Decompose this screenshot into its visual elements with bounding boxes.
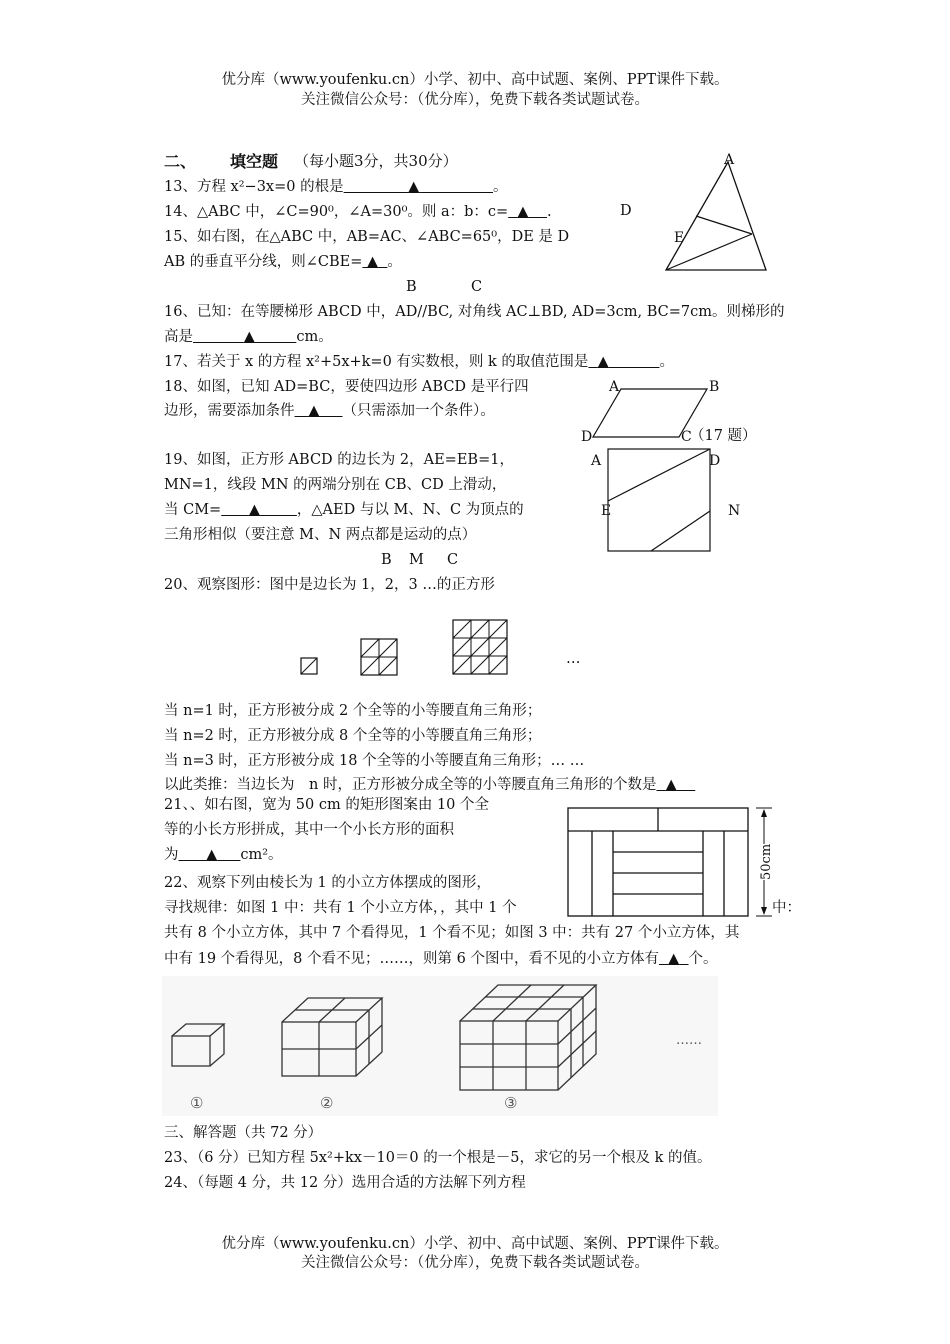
- q19-text: 当 CM=: [164, 502, 222, 518]
- q22-line2a: 寻找规律：如图 1 中：共有 1 个小立方体，，其中 1 个: [164, 900, 517, 916]
- label-sq-d: D: [709, 453, 721, 469]
- q21-blank-mark: ▲: [206, 847, 218, 863]
- segment-ed: [608, 449, 710, 501]
- cubes-figure: [162, 976, 718, 1116]
- q20-n3: 当 n=3 时，正方形被分成 18 个全等的小等腰直角三角形；… …: [164, 753, 585, 769]
- q21-text: 为: [164, 847, 179, 863]
- q17: [164, 355, 674, 370]
- q15-text: AB 的垂直平分线，则∠CBE=: [164, 254, 363, 270]
- section2-note: （每小题3分，共30分）: [294, 152, 458, 170]
- label-para-c: C: [681, 429, 692, 445]
- square-3x3: [453, 620, 507, 674]
- label-sq-a: A: [591, 453, 602, 469]
- q23: 23、（6 分）已知方程 5x²+kx－10＝0 的一个根是－5，求它的另一个根及 k 的值。: [164, 1150, 712, 1166]
- square-figure: [585, 445, 755, 555]
- q20-ellipsis: …: [566, 651, 581, 667]
- q14-end: .: [547, 204, 552, 220]
- square-abcd: [608, 449, 710, 551]
- q13-blank-mark: ▲: [408, 179, 420, 195]
- q20-n1: 当 n=1 时，正方形被分成 2 个全等的小等腰直角三角形；: [164, 703, 542, 719]
- label-tri-d-right: D: [620, 203, 632, 219]
- label-sq-m: M: [409, 552, 424, 568]
- cube-label-1: ①: [190, 1094, 204, 1112]
- square-2x2: [361, 639, 397, 675]
- q17-end: 。: [659, 354, 674, 370]
- cube-ellipsis: ……: [676, 1033, 702, 1048]
- square-1x1: [301, 658, 317, 674]
- label-para-d: D: [581, 429, 593, 445]
- q19-line3: [164, 503, 524, 518]
- section2-number: 二、: [164, 152, 197, 171]
- q16-blank: [193, 329, 296, 345]
- footer-line-1: 优分库（www.youfenku.cn）小学、初中、高中试题、案例、PPT课件下载。: [221, 1236, 729, 1252]
- q16-blank-mark: ▲: [243, 329, 255, 345]
- q19-line4: 三角形相似（要注意 M、N 两点都是运动的点）: [164, 527, 477, 543]
- cube-3: [460, 985, 596, 1090]
- cube-2: [282, 998, 382, 1076]
- q13-blank: [344, 179, 493, 195]
- q13-end: 。: [493, 179, 508, 195]
- label-tri-c: C: [471, 279, 483, 295]
- q16-text: 高是: [164, 329, 193, 345]
- q19-text-b: ，△AED 与以 M、N、C 为顶点的: [296, 502, 524, 518]
- q21-blank: [179, 847, 241, 863]
- q18-line1: 18、如图，已知 AD=BC，要使四边形 ABCD 是平行四: [164, 379, 529, 395]
- q21-line2: 等的小长方形拼成，其中一个小长方形的面积: [164, 822, 454, 838]
- q14-text: 14、△ABC 中，∠C=90⁰，∠A=30⁰。则 a：b：c=: [164, 204, 509, 220]
- q19-line1: 19、如图，正方形 ABCD 的边长为 2，AE=EB=1，: [164, 452, 514, 468]
- q20-n2: 当 n=2 时，正方形被分成 8 个全等的小等腰直角三角形；: [164, 728, 542, 744]
- q21-line1: 21、、如右图，宽为 50 cm 的矩形图案由 10 个全: [164, 797, 490, 813]
- q21-end: cm²。: [240, 847, 283, 863]
- para-note: （17 题）: [690, 428, 757, 444]
- cube-label-3: ③: [504, 1094, 518, 1112]
- q19-blank-mark: ▲: [248, 502, 261, 518]
- q22-line2b: 中：: [772, 900, 801, 916]
- q24: 24、（每题 4 分，共 12 分）选用合适的方法解下列方程: [164, 1175, 526, 1191]
- q13-text: 13、方程 x²−3x=0 的根是: [164, 179, 344, 195]
- q18-line2: [164, 404, 495, 419]
- header-line-1: 优分库（www.youfenku.cn）小学、初中、高中试题、案例、PPT课件下载。: [221, 72, 729, 88]
- q14: [164, 205, 552, 220]
- header-line-2: 关注微信公众号：（优分库），免费下载各类试题试卷。: [301, 92, 649, 108]
- label-tri-d: D: [557, 229, 570, 245]
- q20-line1: 20、观察图形：图中是边长为 1，2，3 …的正方形: [164, 577, 495, 593]
- q13: [164, 180, 508, 195]
- q15-blank-mark: ▲: [366, 254, 379, 270]
- q17-blank: [588, 354, 659, 370]
- q22-text: 中有 19 个看得见，8 个看不见；……，则第 6 个图中，看不见的小立方体有: [164, 951, 659, 967]
- triangle-abc: [666, 162, 766, 270]
- q22-end: 个。: [688, 951, 718, 967]
- q18-blank-mark: ▲: [308, 403, 320, 419]
- label-tri-a: A: [724, 152, 735, 168]
- q17-blank-mark: ▲: [597, 354, 609, 370]
- q20-squares-figure: [295, 618, 595, 683]
- q22-blank-mark: ▲: [668, 951, 680, 967]
- q22-line4: [164, 952, 718, 967]
- q20-conclusion-text: 以此类推：当边长为 n 时，正方形被分成全等的小等腰直角三角形的个数是: [164, 777, 657, 793]
- q14-blank-mark: ▲: [517, 204, 529, 220]
- section2-title: 填空题: [230, 152, 279, 171]
- q22-blank: [659, 951, 689, 967]
- q18-text: 边形，需要添加条件: [164, 403, 295, 419]
- label-tri-b: B: [406, 279, 417, 295]
- q20-conclusion: [164, 778, 695, 793]
- cube-label-2: ②: [320, 1094, 334, 1112]
- segment-de: [696, 216, 752, 234]
- triangle-figure: [660, 150, 780, 275]
- q15-line1: [164, 230, 569, 245]
- label-sq-e: E: [601, 503, 612, 519]
- q15-line2: [164, 255, 402, 270]
- q16-line1: 16、已知：在等腰梯形 ABCD 中，AD//BC, 对角线 AC⊥BD, AD=3cm, BC=7cm。则梯形的: [164, 304, 785, 320]
- q14-blank: [508, 204, 547, 220]
- label-tri-e: E: [674, 230, 685, 246]
- label-para-b: B: [709, 379, 720, 395]
- segment-mn: [651, 511, 710, 551]
- q19-line2: MN=1，线段 MN 的两端分别在 CB、CD 上滑动，: [164, 477, 507, 493]
- q18-note: （只需添加一个条件）。: [342, 403, 495, 419]
- label-sq-n: N: [728, 503, 741, 519]
- q21-line3: [164, 848, 283, 863]
- q16-end: cm。: [296, 329, 333, 345]
- q20-blank: [656, 777, 695, 793]
- label-sq-c: C: [447, 552, 459, 568]
- label-sq-b: B: [381, 552, 392, 568]
- cube-1: [172, 1024, 224, 1066]
- q15-blank: [362, 254, 387, 270]
- section3-title: 三、解答题（共 72 分）: [164, 1125, 323, 1141]
- q15-end: 。: [387, 254, 402, 270]
- q18-blank: [295, 403, 343, 419]
- q17-text: 17、若关于 x 的方程 x²+5x+k=0 有实数根，则 k 的取值范围是: [164, 354, 589, 370]
- q19-blank: [221, 502, 297, 518]
- label-para-a: A: [609, 379, 620, 395]
- q15-line1-text: 15、如右图，在△ABC 中，AB=AC、∠ABC=65⁰，DE 是: [164, 229, 553, 245]
- rectangle-pattern-figure: [560, 800, 800, 925]
- footer-line-2: 关注微信公众号：（优分库），免费下载各类试题试卷。: [301, 1255, 649, 1271]
- q16-line2: [164, 330, 333, 345]
- q22-line3: 共有 8 个小立方体，其中 7 个看得见，1 个看不见；如图 3 中：共有 27 个小立方体，其: [164, 925, 740, 941]
- q20-blank-mark: ▲: [665, 777, 677, 793]
- q22-line1: 22、观察下列由棱长为 1 的小立方体摆成的图形，: [164, 875, 491, 891]
- dim-label: 50cm: [759, 843, 774, 880]
